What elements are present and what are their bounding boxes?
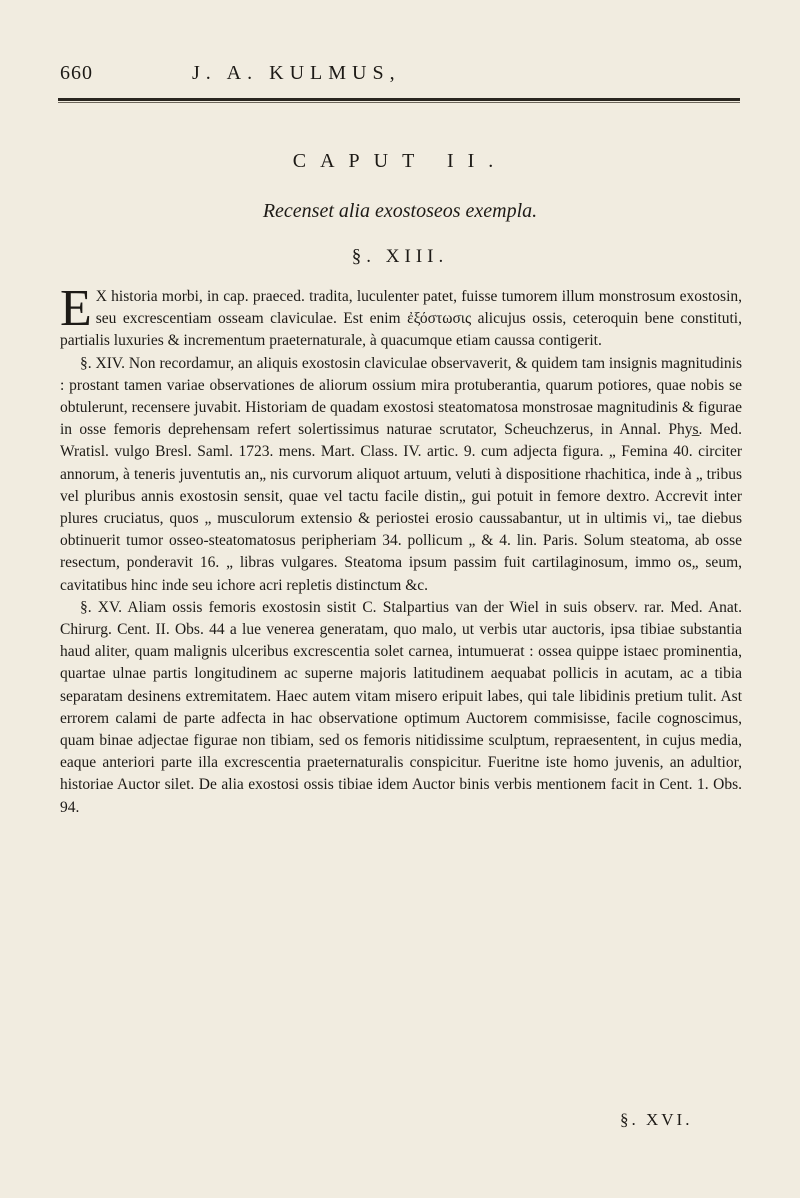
paragraph-1-text: X historia morbi, in cap. praeced. tradita, luculenter patet, fuisse tumorem illum monstrosum exostosin, seu excrescentiam osseam claviculae. Est enim ἐξόστωσις alicujus ossis, ceteroquin bene constituti, partialis luxuries & incrementum praeternaturale, à quacumque etiam caussa contigerit.	[60, 288, 742, 350]
paragraph-3	[60, 597, 742, 819]
header-rule-thin	[58, 102, 740, 103]
catchword: §. XVI.	[620, 1110, 693, 1129]
paragraph-2-text: §. XIV. Non recordamur, an aliquis exostosin claviculae observaverit, & quidem tam insignis magnitudinis : prostant tamen variae observationes de aliorum ossium mira protuberantia, quarum potiores, quae nobis se obtulerunt, recensere juvabit. Historiam de quadam exostosi steatomatosa monstrosae magnitudinis & figurae in osse femoris deprehensam refert solertissimus naturae scrutator, Scheuchzerus, in Annal. Phys̲. Med. Wratisl. vulgo Bresl. Saml. 1723. mens. Mart. Class. IV. artic. 9. cum adjecta figura. „ Femina 40. circiter annorum, à teneris juventutis an„ nis curvorum aliquot artuum, veluti à dispositione rhachitica, inde à „ tribus vel pluribus annis exostosin sensit, quae vel tactu facile distin„ gui potuit in femore dextro. Accrevit inter plures cruciatus, quos „ musculorum extensio & periostei erosio caussabantur, ut in ultimis vi„ tae diebus obtinuerit tumor osseo-steatomatosus peripheriam 34. pollicum „ & 4. lin. Paris. Solum steatoma, ab osse resectum, ponderavit 16. „ libras vulgares. Steatoma ipsum passim fuit cartilaginosum, immo os„ seum, cavitatibus hinc inde seu ichore acri repletis distinctum &c.	[60, 354, 742, 594]
paragraph-3-text: §. XV. Aliam ossis femoris exostosin sistit C. Stalpartius van der Wiel in suis observ. rar. Med. Anat. Chirurg. Cent. II. Obs. 44 a lue venerea generatam, quo malo, ut verbis utar auctoris, ipsa tibiae substantia haud aliter, quam malignis ulceribus excrescentia solet carnea, intumuerat : ossea quippe istaec prominentia, quartae ulnae partis longitudinem ac superne majoris latitudinem aequabat pollicis in acutam, ac a tibia separatam desinens extremitatem. Haec autem vitam misero eripuit labes, qui tale libidinis pretium tulit. Ast errorem calami de parte adfecta in hac observatione optimum Auctorem commisisse, facile cognoscimus, quam binae adjectae figurae non tibiam, sed os femoris nitidissime sculptum, repraesentent, in cujus media, eaque anteriori parte illa excrescentia praeternaturalis conspicitur. Fueritne iste homo juvenis, an adultior, historiae Auctor silet. De alia exostosi ossis tibiae idem Auctor binis verbis mentionem facit in Cent. 1. Obs. 94.	[60, 598, 742, 816]
chapter-subtitle: Recenset alia exostoseos exempla.	[262, 200, 538, 222]
running-head: J. A. KULMUS,	[192, 62, 401, 84]
paragraph-2	[60, 353, 742, 597]
page-header	[60, 62, 700, 92]
paragraph-1	[60, 280, 742, 353]
header-rule	[58, 98, 740, 101]
page-number: 660	[60, 62, 93, 84]
body-text	[60, 280, 742, 819]
drop-cap: E	[60, 280, 92, 337]
section-number: §. XIII.	[351, 246, 449, 267]
chapter-heading: CAPUT II.	[292, 150, 508, 172]
